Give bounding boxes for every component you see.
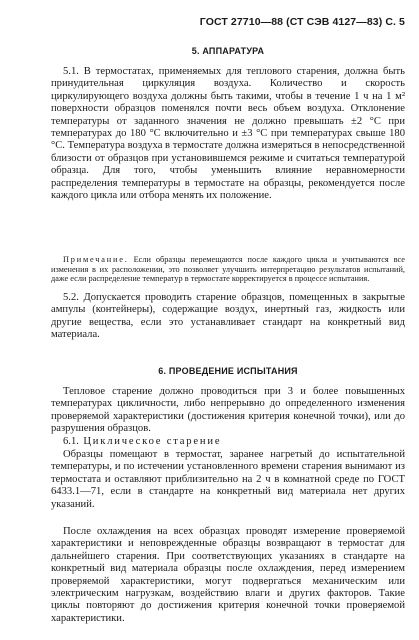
section-6-heading: 6. ПРОВЕДЕНИЕ ИСПЫТАНИЯ (158, 366, 298, 376)
note-label: Примечание. (63, 255, 129, 264)
paragraph-5-1: 5.1. В термостатах, применяемых для теплового старения, должна быть принудительная циркуляция воздуха. Количество и скорость циркулирующего воздуха должны быть такими, чтобы в течение 1 ч на 1 м² поверхности образцов поменялся почти весь объем воздуха. Отклонение температуры от заданного значения не должно превышать ±2 °С при температурах до 180 °С включительно и ±3 °С при температурах свыше 180 °С. Температура воздуха в термостате должна измеряться в непосредственной близости от образцов при установившемся режиме и считаться температурой образца. Для того, чтобы уменьшить влияние неравномерности распределения температуры в термостате на образцы, рекомендуется после каждого цикла или отбора менять их положение. (51, 66, 405, 202)
subsection-number: 6.1. (63, 436, 79, 447)
paragraph-6-1-b: После охлаждения на всех образцах проводят измерение проверяемой характеристики и неповрежденные образцы возвращают в термостат для дальнейшего старения. При соответствующих указаниях в стандарте на конкретный вид материала образцы после охлаждения, перед измерением проверяемой характеристики, могут подвергаться механическим или электрическим нагрузкам, воздействию влаги и других факторов. Такие циклы повторяют до достижения критерия конечной точки проверяемой характеристики. (51, 526, 405, 624)
subsection-title: Циклическое старение (78, 436, 222, 447)
note-paragraph (51, 255, 405, 284)
section-5-heading: 5. АППАРАТУРА (191, 46, 265, 56)
paragraph-5-2: 5.2. Допускается проводить старение образцов, помещенных в закрытые ампулы (контейнеры), содержащие воздух, инертный газ, жидкость или другие вещества, если это устанавливает стандарт на конкретный вид материала. (51, 292, 405, 341)
paragraph-6-intro: Тепловое старение должно проводиться при 3 и более повышенных температурах цикличности, либо непрерывно до определенного изменения проверяемой характеристики (достижения критерия конечной точки), или до разрушения образцов. (51, 386, 405, 435)
subsection-6-1-title (51, 436, 405, 448)
paragraph-6-1-a: Образцы помещают в термостат, заранее нагретый до испытательной температуры, и по истечении установленного времени старения вынимают из термостата и оставляют приблизительно на 2 ч в комнатной среде по ГОСТ 6433.1—71, если в стандарте на конкретный вид материала нет других указаний. (51, 449, 405, 510)
page-header: ГОСТ 27710—88 (СТ СЭВ 4127—83) С. 5 (199, 16, 405, 28)
note-text: Если образцы перемещаются после каждого цикла и учитываются все изменения в их расположении, это позволяет улучшить интерпретацию результатов испытаний, даже если распределение температур в термостате корректируется в процессе испытания. (51, 255, 405, 284)
